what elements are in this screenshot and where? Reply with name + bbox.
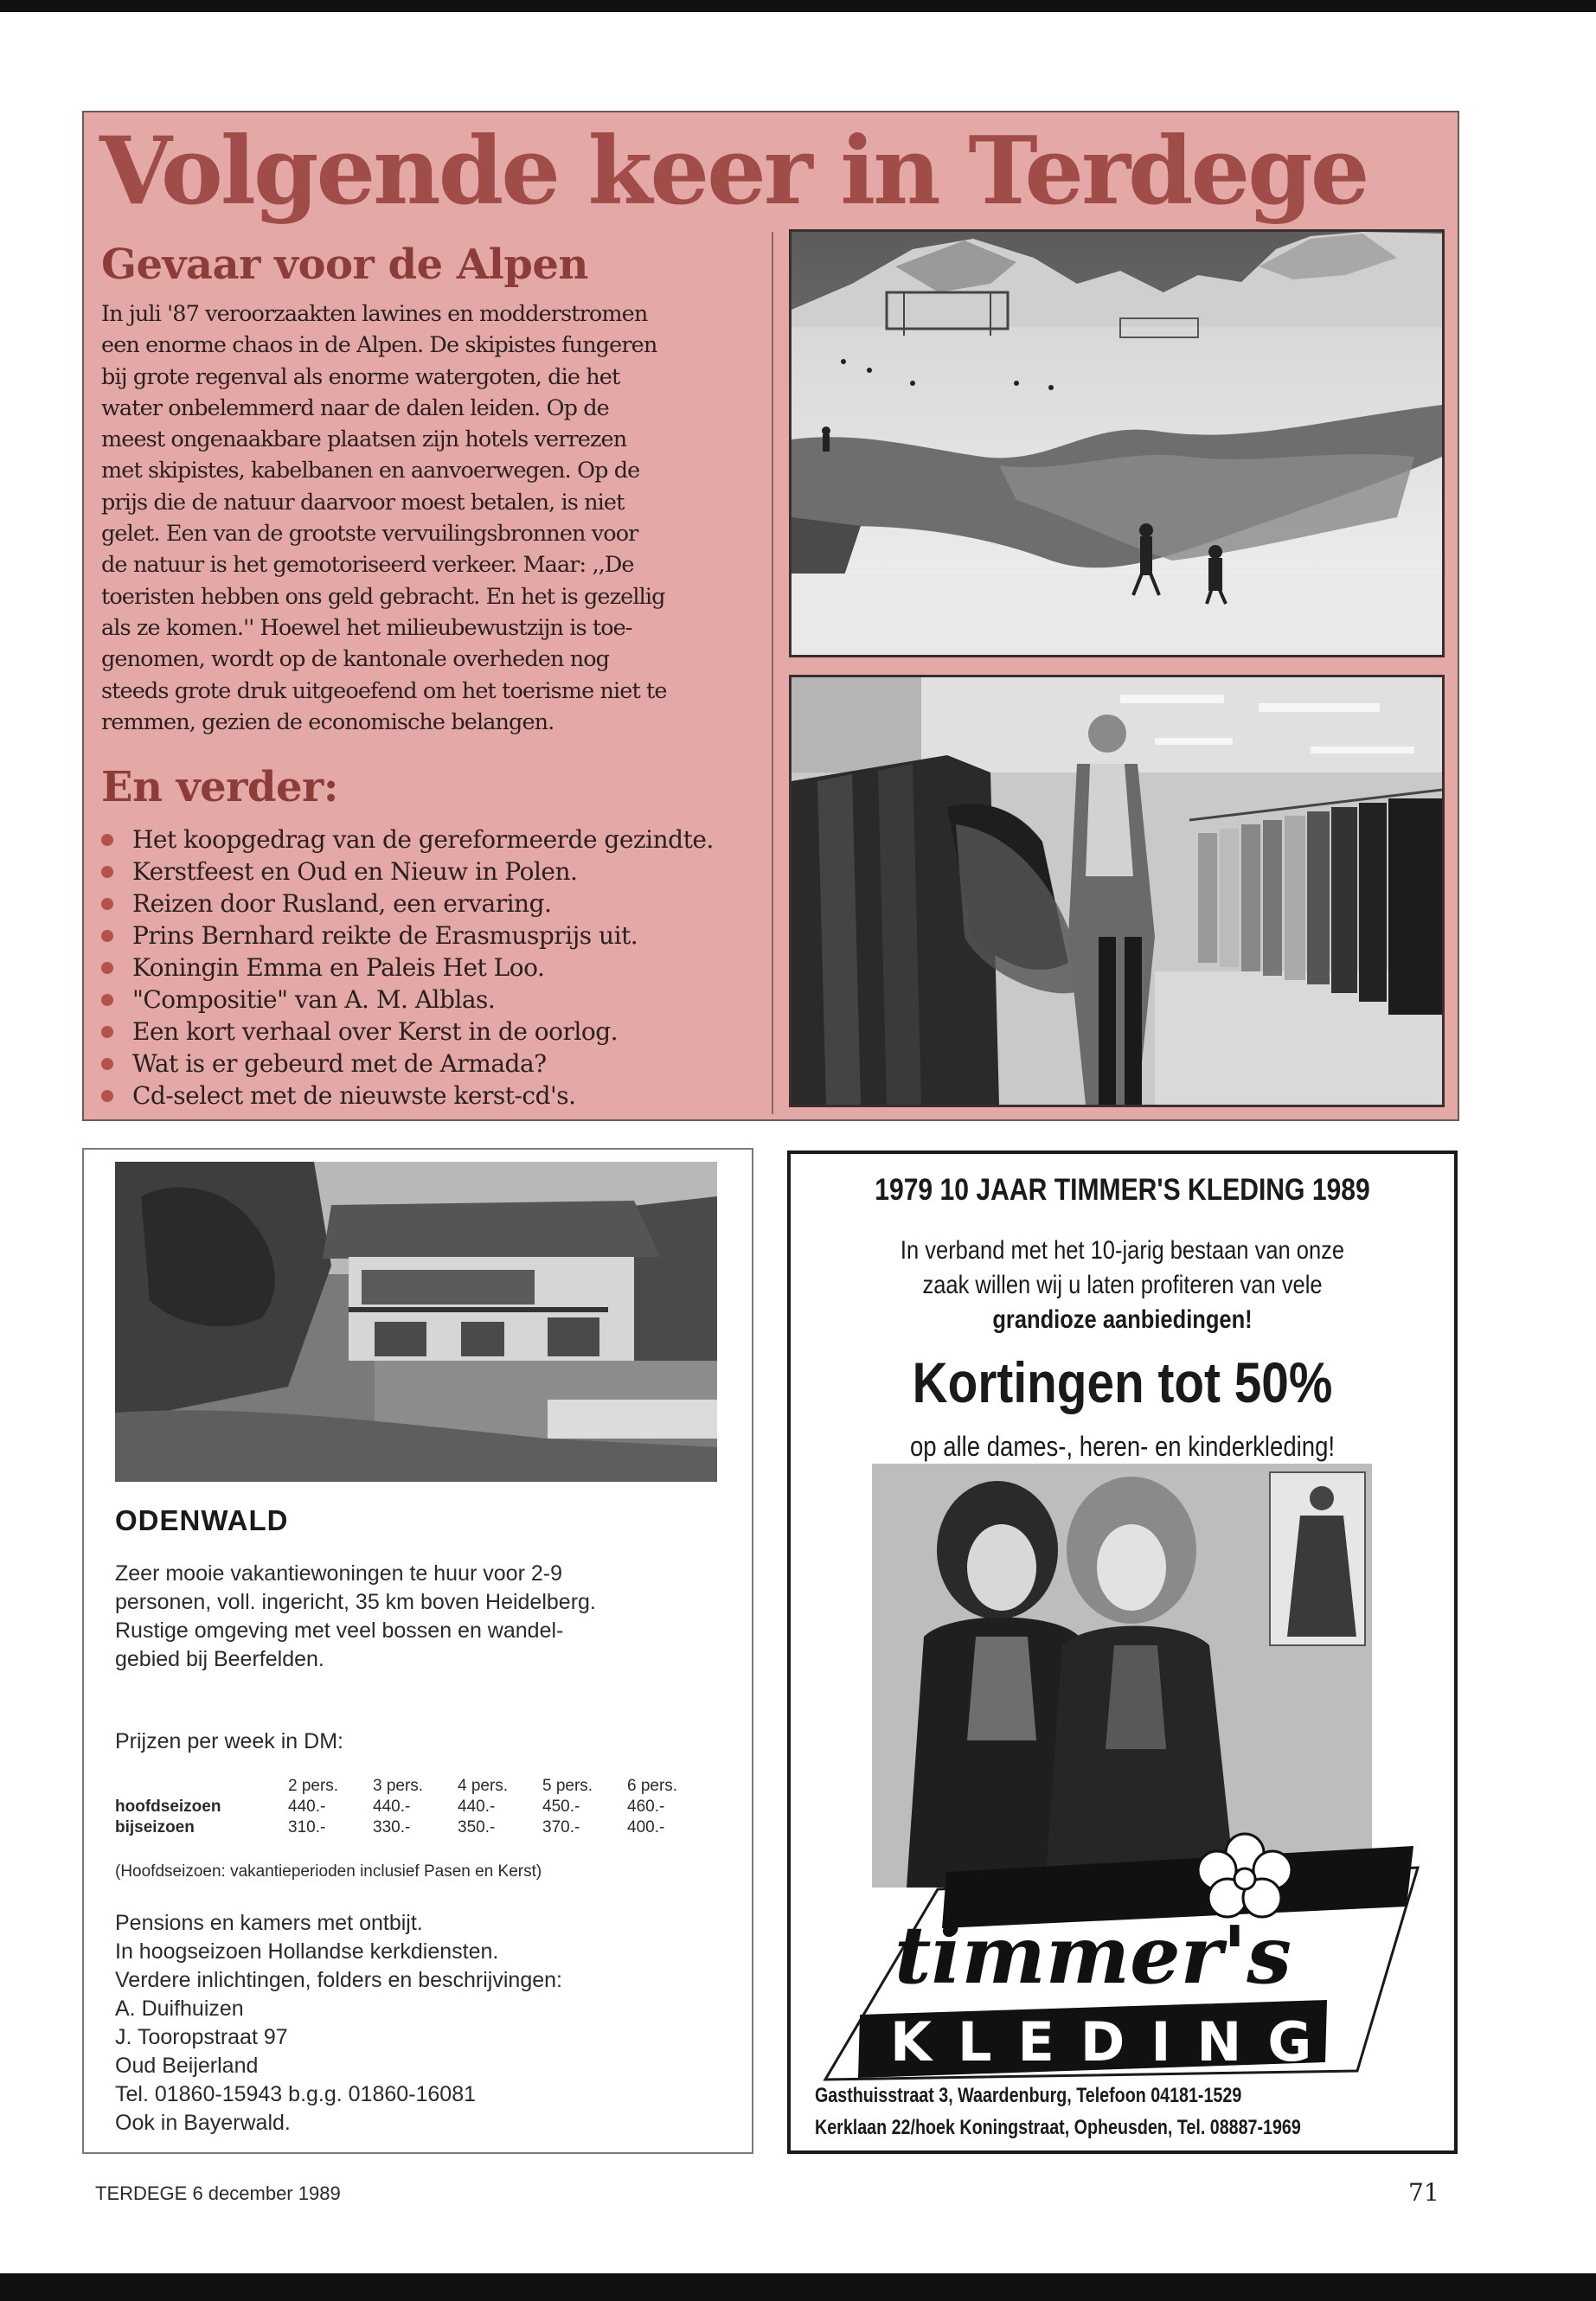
list-item: Het koopgedrag van de gereformeerde gezindte. bbox=[101, 824, 759, 856]
bullet-icon bbox=[101, 1026, 113, 1038]
article-line: als ze komen.'' Hoewel het milieubewustzijn is toe- bbox=[101, 614, 632, 641]
article-body bbox=[101, 298, 759, 738]
price-table bbox=[115, 1776, 712, 1838]
discount-subline: op alle dames-, heren- en kinderkleding! bbox=[909, 1431, 1336, 1462]
article-line: gelet. Een van de grootste vervuilingsbronnen voor bbox=[101, 521, 638, 548]
more-heading: En verder: bbox=[101, 763, 339, 811]
article-line: een enorme chaos in de Alpen. De skipistes fungeren bbox=[101, 332, 657, 359]
bullet-icon bbox=[101, 994, 113, 1006]
article-line: de natuur is het gemotoriseerd verkeer. Maar: ,,De bbox=[101, 552, 634, 579]
article-line: met skipistes, kabelbanen en aanvoerwegen. Op de bbox=[101, 458, 640, 484]
column-header: 3 pers. bbox=[373, 1777, 424, 1795]
page-number: 71 bbox=[1408, 2178, 1439, 2207]
odenwald-ad bbox=[82, 1148, 753, 2154]
table-row: hoofdseizoen 440.- 440.- 440.- 450.- 460.- bbox=[115, 1798, 665, 1816]
timmers-logo bbox=[808, 1785, 1444, 2088]
bullet-icon bbox=[101, 1090, 113, 1102]
prices-label: Prijzen per week in DM: bbox=[115, 1729, 343, 1753]
article-line: prijs die de natuur daarvoor moest betalen, is niet bbox=[101, 489, 625, 516]
anniversary-intro: In verband met het 10-jarig bestaan van onze zaak willen wij u laten profiteren van vele grandioze aanbiedingen! bbox=[900, 1236, 1345, 1334]
list-item: Cd-select met de nieuwste kerst-cd's. bbox=[101, 1080, 759, 1112]
teaser-title: Volgende keer in Terdege bbox=[99, 117, 1368, 226]
list-item: Wat is er gebeurd met de Armada? bbox=[101, 1048, 759, 1080]
season-note: (Hoofdseizoen: vakantieperioden inclusief Pasen en Kerst) bbox=[115, 1862, 542, 1881]
address-opheusden: Kerklaan 22/hoek Koningstraat, Opheusden, Tel. 08887-1969 bbox=[815, 2116, 1301, 2139]
list-item: "Compositie" van A. M. Alblas. bbox=[101, 984, 759, 1016]
bullet-icon bbox=[101, 962, 113, 974]
article-line: steeds grote druk uitgeoefend om het toerisme niet te bbox=[101, 677, 667, 704]
bullet-icon bbox=[101, 834, 113, 846]
article-line: water onbelemmerd naar de dalen leiden. Op de bbox=[101, 394, 609, 421]
list-item: Prins Bernhard reikte de Erasmusprijs uit. bbox=[101, 920, 759, 952]
more-list bbox=[101, 824, 759, 1112]
discount-headline: Kortingen tot 50% bbox=[912, 1350, 1333, 1414]
column-divider bbox=[772, 232, 773, 1114]
flower-icon bbox=[1198, 1834, 1292, 1917]
column-header: 5 pers. bbox=[542, 1777, 593, 1795]
bullet-icon bbox=[101, 866, 113, 878]
next-issue-teaser bbox=[82, 111, 1459, 1121]
article-line: genomen, wordt op de kantonale overheden nog bbox=[101, 646, 610, 673]
logo-block-text: KLEDING bbox=[890, 2010, 1338, 2073]
article-line: meest ongenaakbare plaatsen zijn hotels verrezen bbox=[101, 426, 627, 453]
alps-ski-photo bbox=[789, 229, 1445, 657]
contact-info: Pensions en kamers met ontbijt. In hoogseizoen Hollandse kerkdiensten. Verdere inlichtingen, folders en beschrijvingen: A. Duifhuizen J. Tooropstraat 97 Oud Beijerland Tel. 01860-15943 b.g.g. 01860-16081 Ook in Bayerwald. bbox=[115, 1911, 562, 2135]
column-header: 4 pers. bbox=[458, 1777, 509, 1795]
top-rule bbox=[0, 0, 1596, 12]
article-line: In juli '87 veroorzaakten lawines en modderstromen bbox=[101, 301, 648, 327]
column-header: 2 pers. bbox=[288, 1777, 339, 1795]
bullet-icon bbox=[101, 1058, 113, 1070]
publication-footer: TERDEGE 6 december 1989 bbox=[95, 2182, 341, 2204]
clothing-store-photo bbox=[789, 675, 1445, 1107]
logo-script-text: timmer's bbox=[894, 1908, 1292, 2002]
article-line: bij grote regenval als enorme watergoten, die het bbox=[101, 363, 620, 390]
address-waardenburg: Gasthuisstraat 3, Waardenburg, Telefoon 04181-1529 bbox=[815, 2084, 1242, 2107]
bullet-icon bbox=[101, 930, 113, 942]
list-item: Koningin Emma en Paleis Het Loo. bbox=[101, 952, 759, 984]
list-item: Kerstfeest en Oud en Nieuw in Polen. bbox=[101, 856, 759, 888]
timmers-kleding-ad bbox=[787, 1150, 1458, 2154]
bullet-icon bbox=[101, 898, 113, 910]
article-line: remmen, gezien de economische belangen. bbox=[101, 708, 554, 735]
article-heading: Gevaar voor de Alpen bbox=[101, 240, 588, 289]
bottom-rule bbox=[0, 2273, 1596, 2301]
holiday-house-photo bbox=[115, 1162, 717, 1482]
list-item: Reizen door Rusland, een ervaring. bbox=[101, 888, 759, 920]
odenwald-title: ODENWALD bbox=[115, 1504, 289, 1536]
column-header: 6 pers. bbox=[627, 1777, 678, 1795]
odenwald-description: Zeer mooie vakantiewoningen te huur voor 2-9 personen, voll. ingericht, 35 km boven Heidelberg. Rustige omgeving met veel bossen en wandel- gebied bij Beerfelden. bbox=[115, 1561, 596, 1671]
table-row: bijseizoen 310.- 330.- 350.- 370.- 400.- bbox=[115, 1818, 665, 1836]
article-line: toeristen hebben ons geld gebracht. En het is gezellig bbox=[101, 583, 665, 610]
table-header-row bbox=[115, 1776, 712, 1797]
list-item: Een kort verhaal over Kerst in de oorlog. bbox=[101, 1016, 759, 1048]
anniversary-header: 1979 10 JAAR TIMMER'S KLEDING 1989 bbox=[875, 1173, 1370, 1207]
